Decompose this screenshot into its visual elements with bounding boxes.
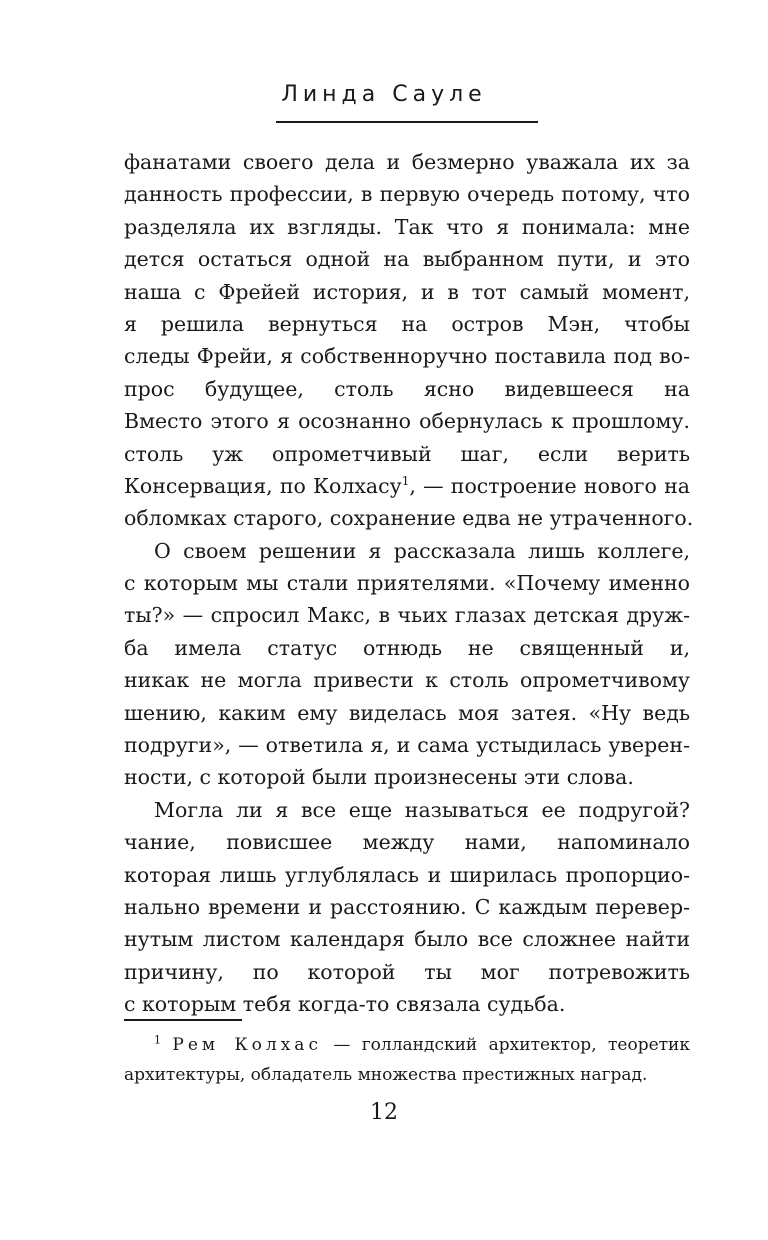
text-line: причину, по которой ты мог потревожить (124, 959, 690, 984)
running-head-author: Линда Сауле (281, 82, 487, 107)
text-line: дется остаться одной на выбранном пути, и это (124, 247, 690, 272)
header-rule (276, 121, 538, 123)
text-fragment: , — построение нового на (409, 473, 690, 498)
footnote-rule (124, 1019, 242, 1021)
text-line: наша с Фрейей история, и в тот самый момент, (124, 279, 690, 304)
text-fragment: Консервация, по Колхасу (124, 473, 402, 498)
footnote-text: — голландский архитектор, теоретик (321, 1035, 690, 1055)
text-line: с которым мы стали приятелями. «Почему именно (124, 571, 690, 596)
text-line: с которым тебя когда-то связала судьба. (124, 992, 566, 1017)
text-line: которая лишь углублялась и ширилась пропорцио- (124, 862, 690, 887)
footnote-reference[interactable]: 1 (401, 474, 410, 489)
text-line: прос будущее, столь ясно видевшееся на (124, 376, 690, 401)
text-line: фанатами своего дела и безмерно уважала их за (124, 150, 690, 174)
text-line: ба имела статус отнюдь не священный и, (124, 635, 690, 660)
paragraph-first-line: О своем решении я рассказала лишь коллеге, (154, 538, 690, 563)
page-number: 12 (370, 1100, 398, 1125)
text-line: я решила вернуться на остров Мэн, чтобы (124, 311, 690, 336)
text-line: нутым листом календаря было все сложнее найти (124, 927, 690, 952)
footnote (124, 1030, 690, 1090)
text-line: данность профессии, в первую очередь потому, что (124, 182, 690, 207)
paragraph-first-line: Могла ли я все еще называться ее подругой? (154, 797, 690, 822)
footnote-line: архитектуры, обладатель множества престижных наград. (124, 1065, 648, 1085)
footnote-line (124, 1030, 690, 1060)
text-line: следы Фрейи, я собственноручно поставила под во- (124, 344, 690, 369)
text-line: разделяла их взгляды. Так что я понимала: мне (124, 214, 690, 239)
text-line-with-footnote (124, 470, 690, 502)
text-line: чание, повисшее между нами, напоминало (124, 830, 690, 855)
footnote-name: Рем Колхас (172, 1035, 322, 1055)
text-line: подруги», — ответила я, и сама устыдилась уверен- (124, 733, 690, 758)
text-line: шению, каким ему виделась моя затея. «Ну ведь (124, 700, 690, 725)
text-line: никак не могла привести к столь опрометчивому (124, 668, 690, 693)
text-line: ности, с которой были произнесены эти слова. (124, 765, 634, 790)
text-line: столь уж опрометчивый шаг, если верить (124, 441, 690, 466)
text-line: ты?» — спросил Макс, в чьих глазах детская друж- (124, 603, 690, 628)
text-line: нально времени и расстоянию. С каждым перевер- (124, 894, 690, 919)
text-line: Вместо этого я осознанно обернулась к прошлому. (124, 409, 690, 434)
body-text (124, 146, 694, 1021)
text-line: обломках старого, сохранение едва не утраченного. (124, 506, 694, 531)
footnote-mark: 1 (154, 1033, 161, 1047)
